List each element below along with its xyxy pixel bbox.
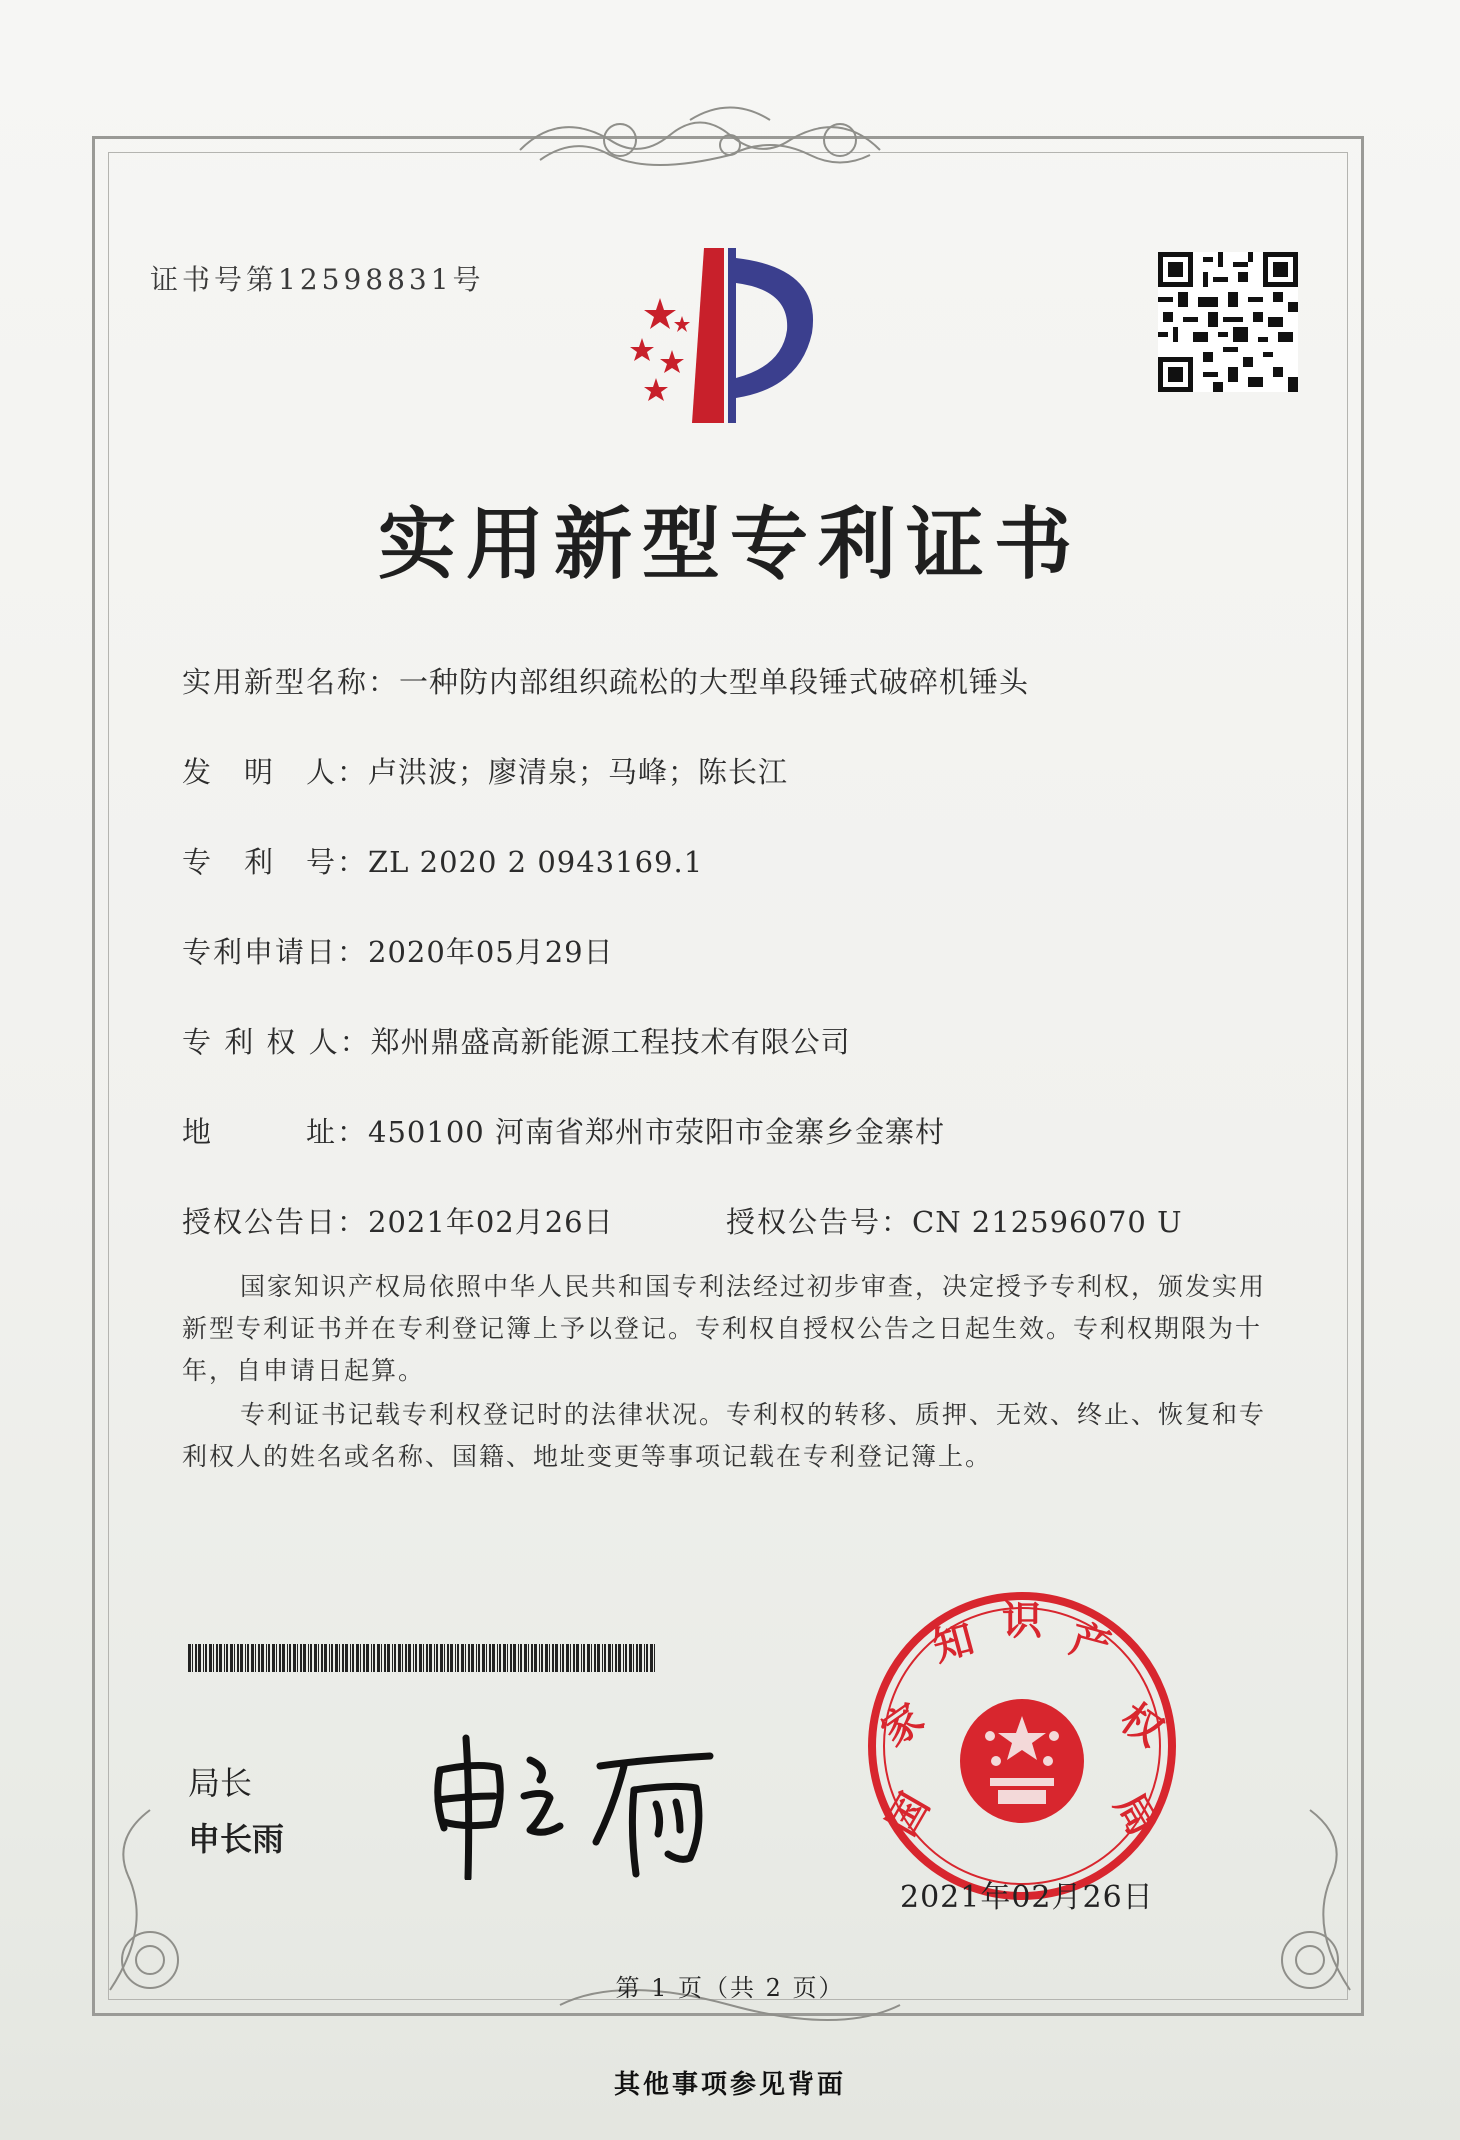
patentee-value: 郑州鼎盛高新能源工程技术有限公司: [370, 1025, 851, 1059]
grant-statement-paragraph: 国家知识产权局依照中华人民共和国专利法经过初步审查，决定授予专利权，颁发实用新型专利证书并在专利登记簿上予以登记。专利权自授权公告之日起生效。专利权期限为十年，自申请日起算。: [182, 1272, 1267, 1385]
filing-date-value: 2020年05月29日: [368, 935, 614, 969]
address-value: 450100 河南省郑州市荥阳市金寨乡金寨村: [368, 1115, 945, 1149]
grant-number-row: [726, 1200, 1183, 1241]
utility-model-name-label: 实用新型名称：: [182, 665, 400, 699]
director-signature: [420, 1720, 750, 1880]
certificate-title: 实用新型专利证书: [377, 500, 1082, 590]
official-seal: [862, 1586, 1182, 1906]
utility-model-name-row: [182, 660, 1029, 701]
svg-text:权: 权: [1111, 1695, 1172, 1756]
patent-number-label: 专 利 号：: [182, 845, 369, 879]
director-name: 申长雨: [188, 1820, 285, 1858]
inventor-row: [182, 750, 788, 791]
barcode: [188, 1644, 658, 1672]
page-number: 第 1 页（共 2 页）: [615, 1974, 845, 2002]
grant-date-row: [182, 1200, 614, 1241]
seal-date: 2021年02月26日: [900, 1880, 1154, 1915]
patentee-label: 专 利 权 人：: [182, 1025, 371, 1059]
patent-number-row: [182, 840, 703, 881]
grant-number-value: CN 212596070 U: [912, 1205, 1183, 1239]
filing-date-label: 专利申请日：: [182, 935, 369, 969]
svg-text:识: 识: [1002, 1598, 1042, 1644]
svg-text:知: 知: [928, 1616, 979, 1671]
address-row: [182, 1110, 945, 1151]
grant-number-label: 授权公告号：: [726, 1205, 913, 1239]
qr-code: [1158, 252, 1298, 392]
patentee-row: [182, 1020, 851, 1061]
legal-status-paragraph: 专利证书记载专利权登记时的法律状况。专利权的转移、质押、无效、终止、恢复和专利权人的姓名或名称、国籍、地址变更等事项记载在专利登记簿上。: [182, 1400, 1267, 1471]
grant-date-value: 2021年02月26日: [368, 1205, 614, 1239]
patent-number-value: ZL 2020 2 0943169.1: [368, 845, 704, 879]
filing-date-row: [182, 930, 614, 971]
certificate-number: 证书号第12598831号: [150, 263, 485, 296]
cnipa-logo: [612, 238, 842, 428]
svg-text:局: 局: [1105, 1785, 1166, 1844]
utility-model-name-value: 一种防内部组织疏松的大型单段锤式破碎机锤头: [399, 665, 1030, 699]
director-title: 局长: [188, 1764, 253, 1802]
address-label: 地 址：: [182, 1115, 369, 1149]
svg-text:家: 家: [872, 1695, 933, 1756]
inventor-label: 发 明 人：: [182, 755, 369, 789]
svg-text:国: 国: [878, 1785, 939, 1844]
footer-note: 其他事项参见背面: [613, 2070, 846, 2100]
svg-text:产: 产: [1065, 1616, 1116, 1671]
grant-date-label: 授权公告日：: [182, 1205, 369, 1239]
inventor-value: 卢洪波；廖清泉；马峰；陈长江: [368, 755, 789, 789]
